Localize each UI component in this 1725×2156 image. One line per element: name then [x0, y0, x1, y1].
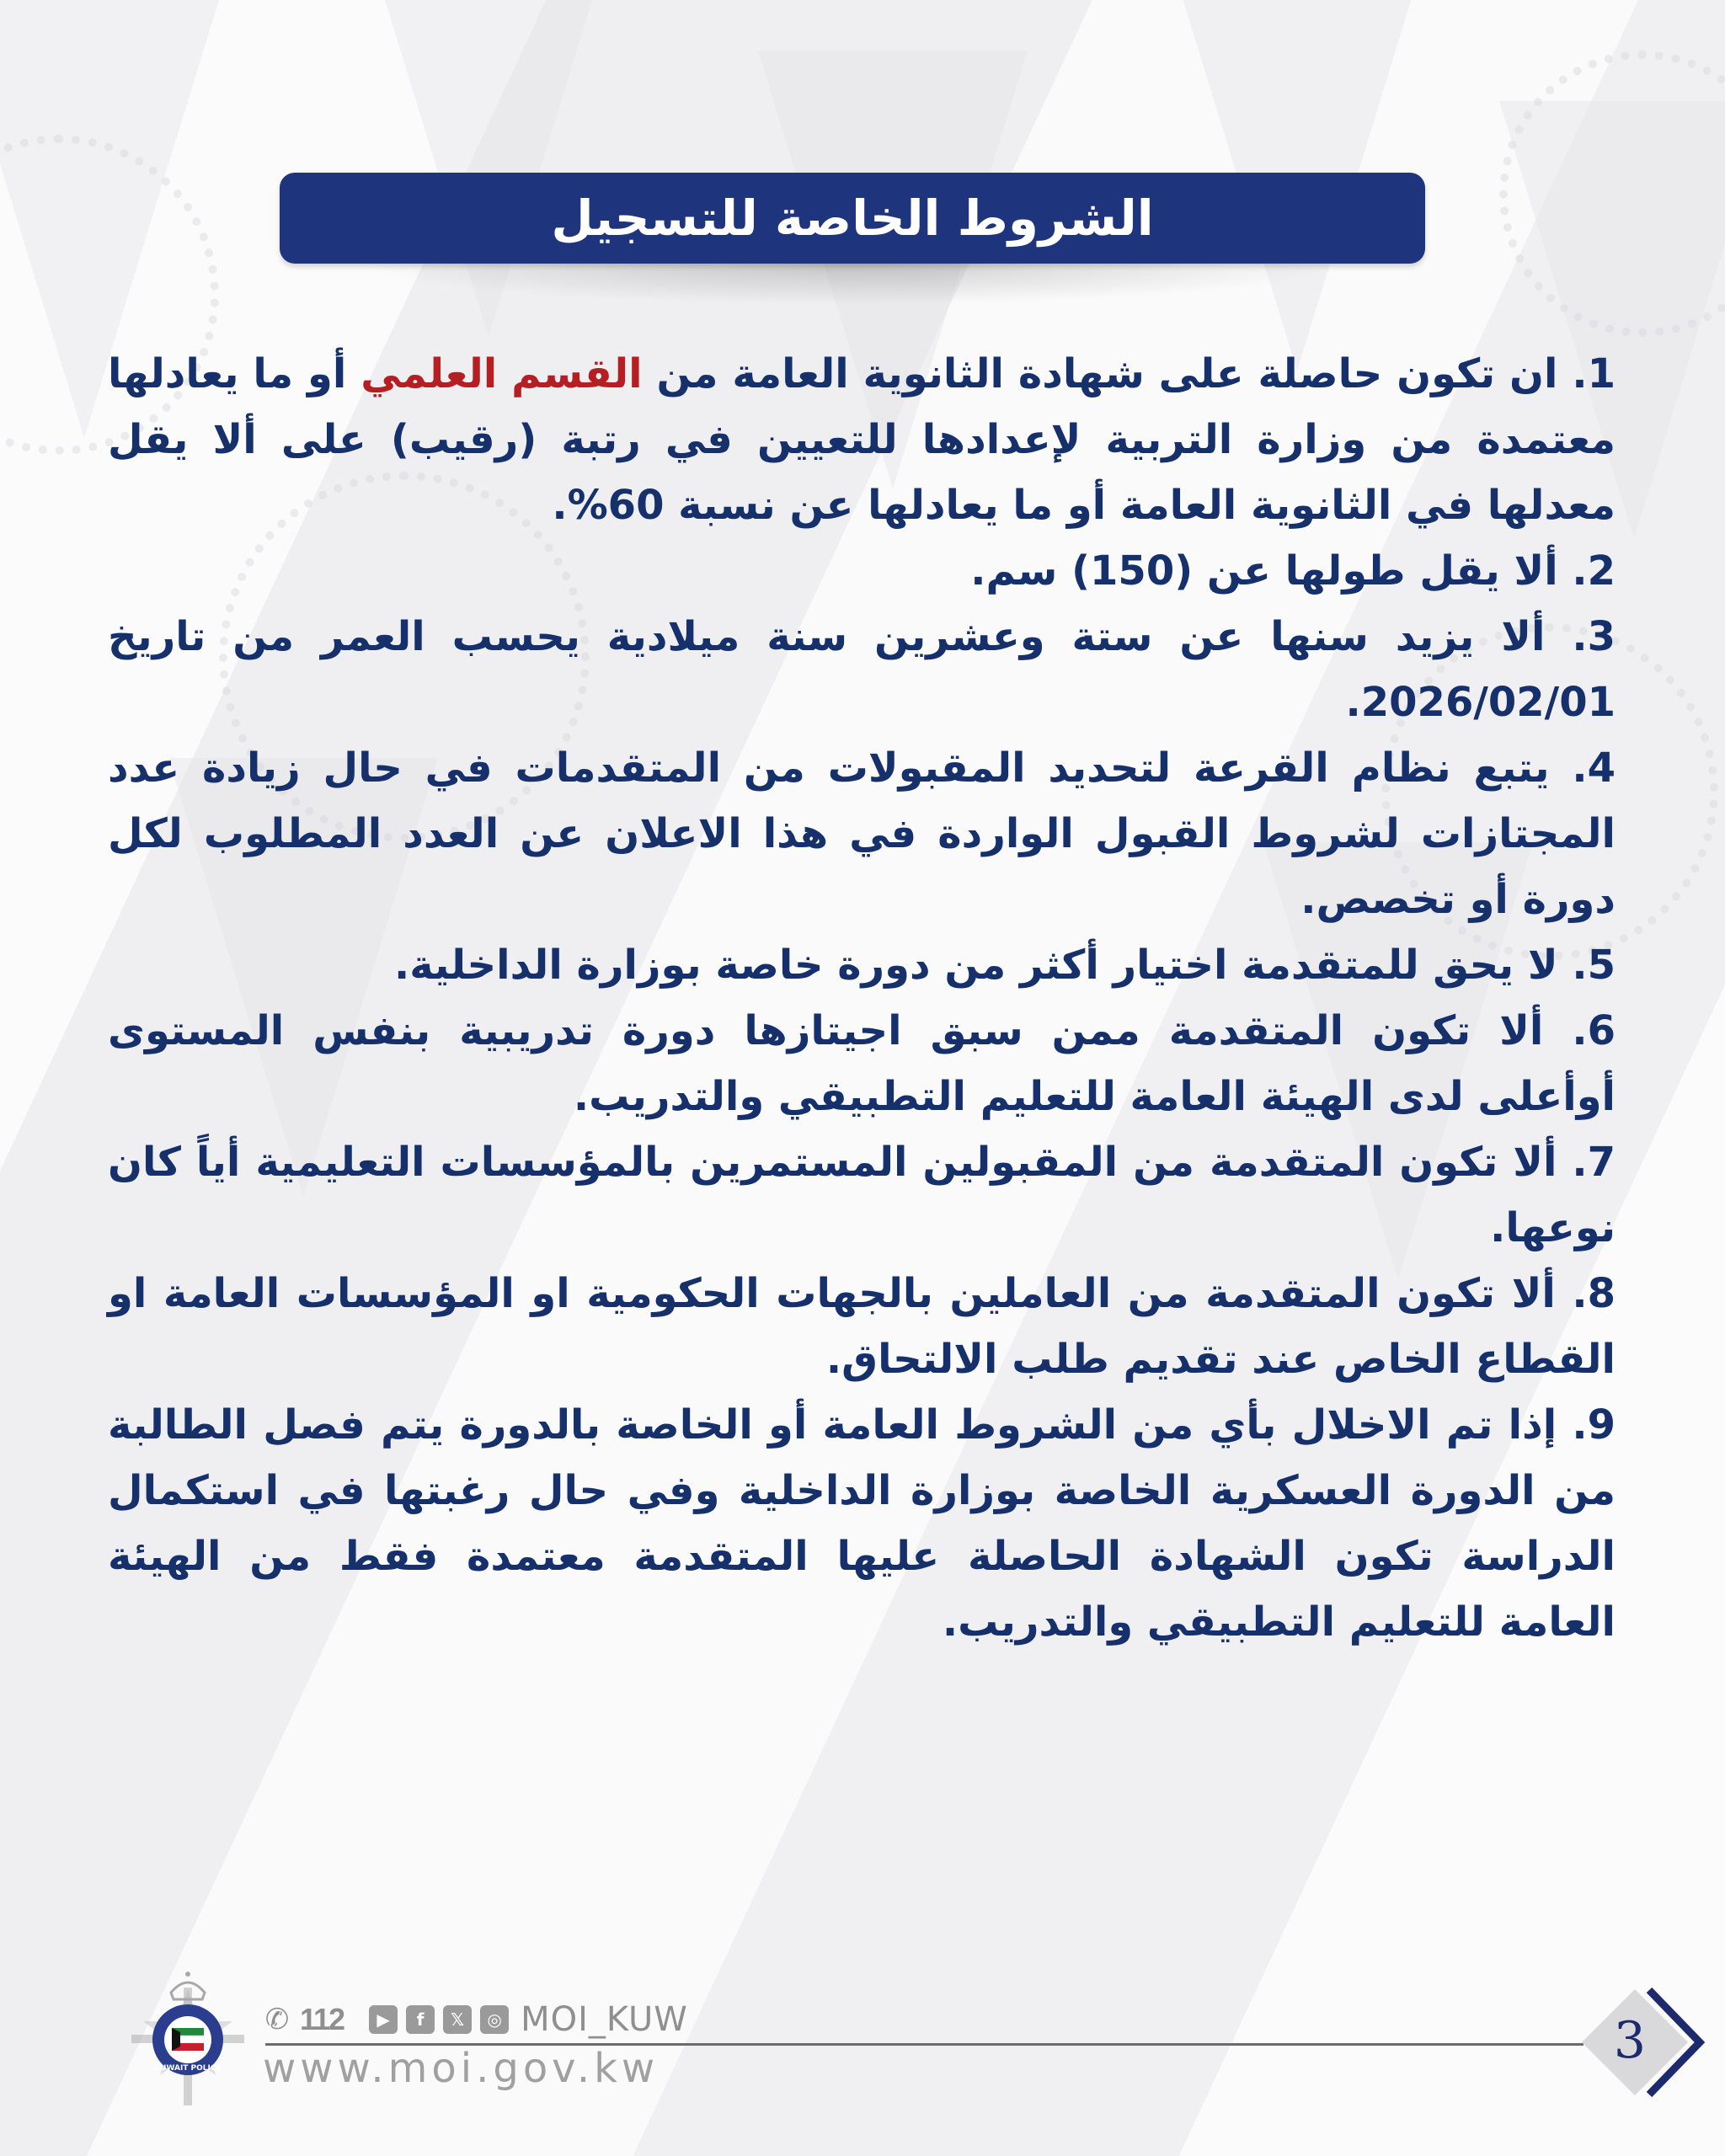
condition-number: 4. — [1572, 744, 1616, 792]
condition-item-1 — [108, 341, 1616, 538]
conditions-list — [108, 341, 1616, 1655]
condition-number: 6. — [1572, 1007, 1616, 1054]
highlighted-text: القسم العلمي — [360, 350, 643, 398]
condition-text: ألا يزيد سنها عن ستة وعشرين سنة ميلادية يحسب العمر من تاريخ 2026/02/01. — [108, 613, 1616, 726]
page-title: الشروط الخاصة للتسجيل — [551, 189, 1154, 247]
condition-text: أو ما يعادلها معتمدة من وزارة التربية لإعدادها للتعيين في رتبة (رقيب) على ألا يقل معدلها في الثانوية العامة أو ما يعادلها عن نسبة 60%. — [108, 350, 1616, 529]
condition-text: يتبع نظام القرعة لتحديد المقبولات من المتقدمات في حال زيادة عدد المجتازات لشروط القبول الواردة في هذا الاعلان عن العدد المطلوب لكل دورة أو تخصص. — [108, 744, 1616, 923]
facebook-icon[interactable]: f — [406, 2005, 435, 2034]
condition-number: 3. — [1572, 613, 1616, 660]
website-link[interactable]: www.moi.gov.kw — [263, 2045, 660, 2092]
logo-text: KUWAIT POLICE — [154, 2064, 222, 2073]
condition-item-7 — [108, 1129, 1616, 1261]
condition-item-5 — [108, 932, 1616, 998]
condition-text: ان تكون حاصلة على شهادة الثانوية العامة من — [642, 350, 1573, 398]
condition-item-8 — [108, 1261, 1616, 1392]
social-handle[interactable]: MOI_KUW — [521, 2000, 688, 2039]
condition-number: 8. — [1572, 1270, 1616, 1317]
condition-text: ألا يقل طولها عن (150) سم. — [970, 547, 1573, 595]
condition-text: لا يحق للمتقدمة اختيار أكثر من دورة خاصة بوزارة الداخلية. — [394, 942, 1573, 989]
condition-text: ألا تكون المتقدمة من المقبولين المستمرين بالمؤسسات التعليمية أياً كان نوعها. — [108, 1139, 1616, 1251]
condition-number: 1. — [1572, 350, 1616, 398]
condition-number: 9. — [1572, 1401, 1616, 1449]
condition-number: 5. — [1572, 942, 1616, 989]
title-banner — [280, 173, 1425, 264]
condition-item-9 — [108, 1392, 1616, 1655]
youtube-icon[interactable]: ▶ — [369, 2005, 398, 2034]
x-icon[interactable]: 𝕏 — [443, 2005, 472, 2034]
condition-item-6 — [108, 998, 1616, 1129]
phone-number[interactable]: 112 — [300, 2002, 344, 2036]
condition-text: إذا تم الاخلال بأي من الشروط العامة أو الخاصة بالدورة يتم فصل الطالبة من الدورة العسكرية الخاصة بوزارة الداخلية وفي حال رغبتها في استكمال الدراسة تكون الشهادة الحاصلة عليها المتقدمة معتمدة فقط من الهيئة العامة للتعليم التطبيقي والتدريب. — [108, 1401, 1616, 1646]
condition-item-4 — [108, 735, 1616, 932]
instagram-icon[interactable]: ◎ — [480, 2005, 509, 2034]
page-number: 3 — [1613, 2011, 1647, 2070]
condition-text: ألا تكون المتقدمة من العاملين بالجهات الحكومية او المؤسسات العامة او القطاع الخاص عند تقديم طلب الالتحاق. — [108, 1270, 1616, 1383]
condition-number: 7. — [1572, 1139, 1616, 1186]
contact-row — [263, 1999, 688, 2040]
banner-shadow — [354, 263, 1348, 305]
condition-text: ألا تكون المتقدمة ممن سبق اجيتازها دورة تدريبية بنفس المستوى أوأعلى لدى الهيئة العامة للتعليم التطبيقي والتدريب. — [108, 1007, 1616, 1120]
condition-number: 2. — [1572, 547, 1616, 595]
phone-icon: ✆ — [264, 2003, 290, 2036]
condition-item-3 — [108, 604, 1616, 735]
kuwait-police-logo — [125, 1971, 251, 2105]
condition-item-2 — [108, 538, 1616, 604]
